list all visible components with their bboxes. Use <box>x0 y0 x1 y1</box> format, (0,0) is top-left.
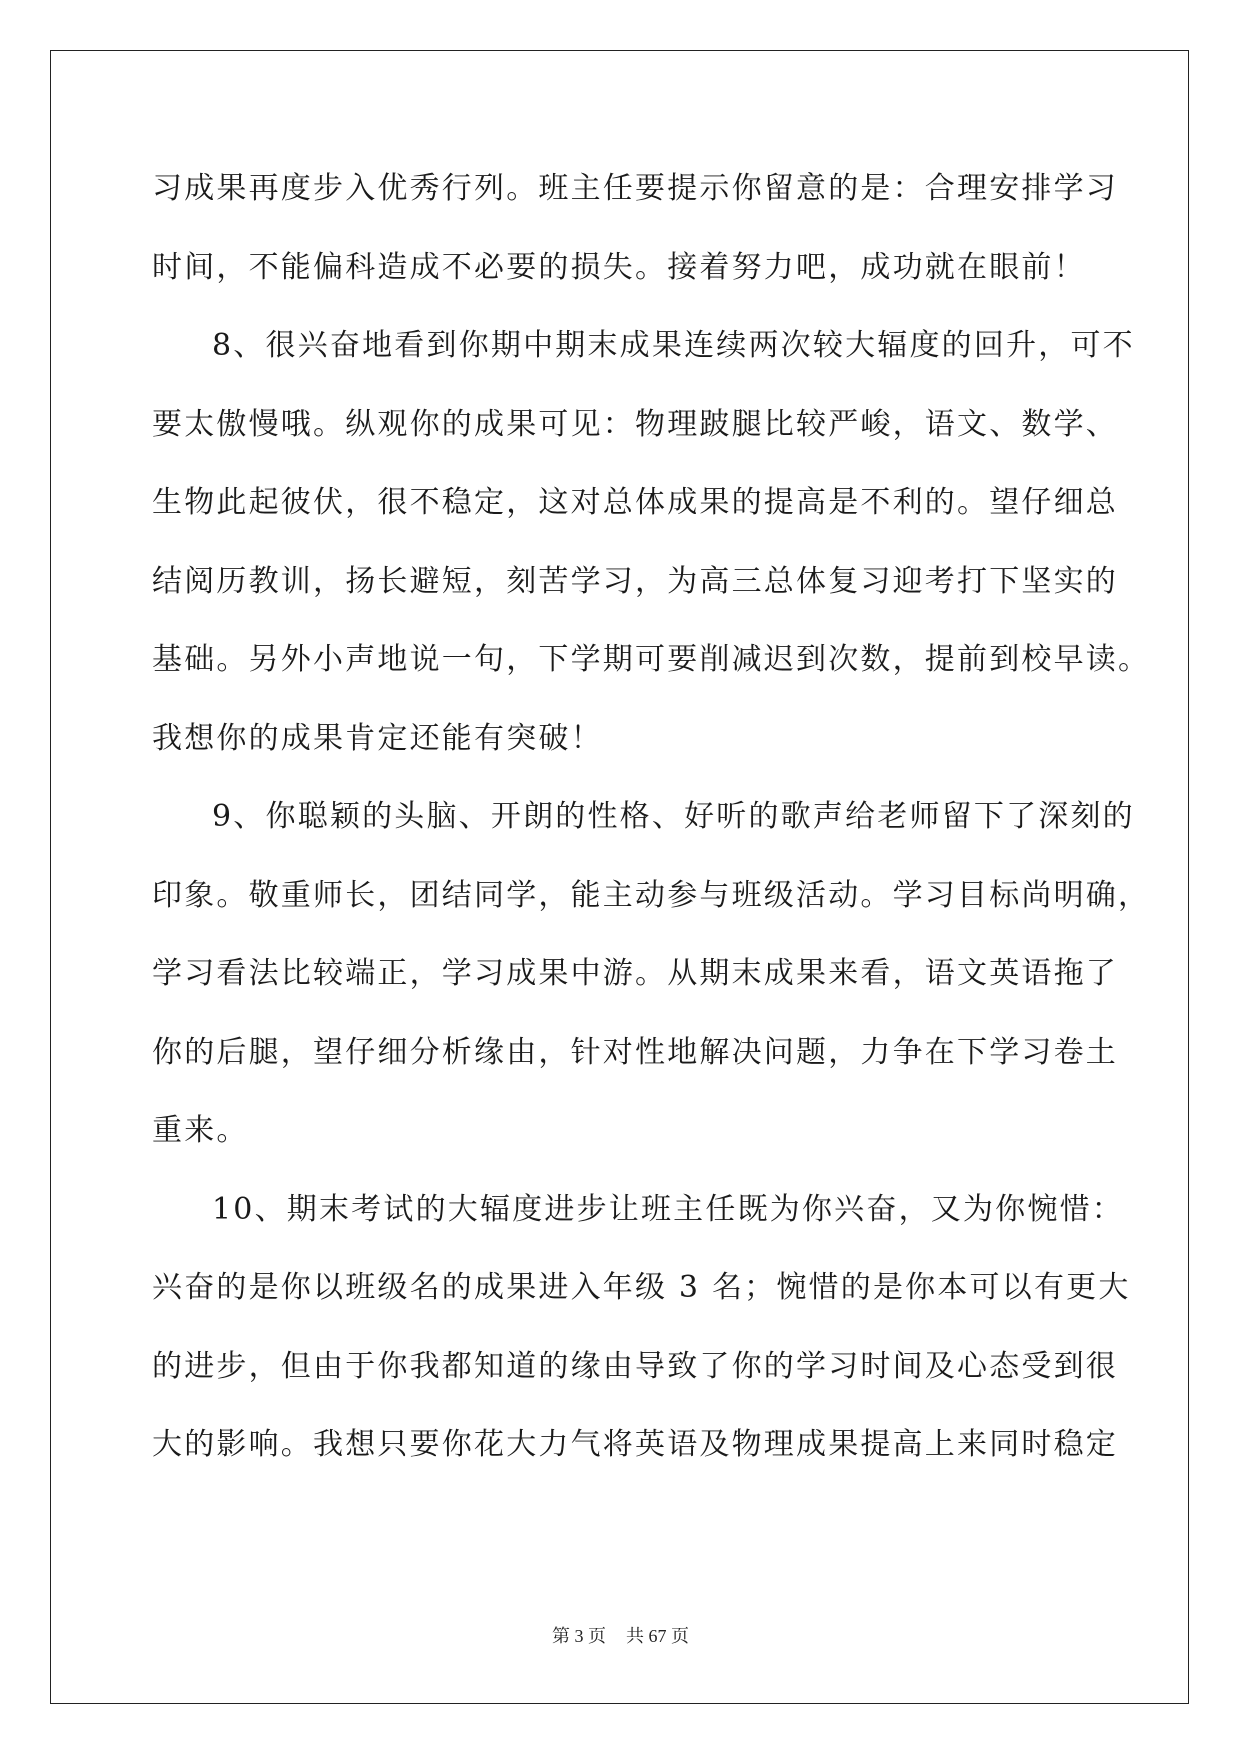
text-line: 印象。敬重师长，团结同学，能主动参与班级活动。学习目标尚明确， <box>152 877 1151 913</box>
page-number: 第 3 页 <box>552 1626 606 1646</box>
text-line: 大的影响。我想只要你花大力气将英语及物理成果提高上来同时稳定 <box>152 1427 1118 1462</box>
text-line: 重来。 <box>152 1113 249 1148</box>
text-line: 生物此起彼伏，很不稳定，这对总体成果的提高是不利的。望仔细总 <box>152 485 1118 520</box>
text-line: 兴奋的是你以班级名的成果进入年级 3 名；惋惜的是你本可以有更大 <box>152 1270 1131 1305</box>
text-line: 习成果再度步入优秀行列。班主任要提示你留意的是：合理安排学习 <box>152 171 1118 206</box>
text-line: 10、期末考试的大辐度进步让班主任既为你兴奋，又为你惋惜： <box>212 1191 1124 1227</box>
page-footer <box>0 1622 1241 1648</box>
text-line: 学习看法比较端正，学习成果中游。从期末成果来看，语文英语拖了 <box>152 956 1118 991</box>
text-line: 9、你聪颖的头脑、开朗的性格、好听的歌声给老师留下了深刻的 <box>212 799 1135 834</box>
text-line: 8、很兴奋地看到你期中期末成果连续两次较大辐度的回升，可不 <box>212 328 1135 363</box>
text-line: 你的后腿，望仔细分析缘由，针对性地解决问题，力争在下学习卷土 <box>152 1034 1118 1070</box>
text-line: 基础。另外小声地说一句，下学期可要削减迟到次数，提前到校早读。 <box>152 642 1151 677</box>
text-line: 我想你的成果肯定还能有突破！ <box>152 720 603 756</box>
text-line: 结阅历教训，扬长避短，刻苦学习，为高三总体复习迎考打下坚实的 <box>152 563 1118 599</box>
page-total: 共 67 页 <box>626 1626 689 1646</box>
text-line: 要太傲慢哦。纵观你的成果可见：物理跛腿比较严峻，语文、数学、 <box>152 406 1118 442</box>
text-line: 时间，不能偏科造成不必要的损失。接着努力吧，成功就在眼前！ <box>152 249 1086 285</box>
document-body <box>152 150 1151 1485</box>
text-line: 的进步，但由于你我都知道的缘由导致了你的学习时间及心态受到很 <box>152 1348 1118 1384</box>
